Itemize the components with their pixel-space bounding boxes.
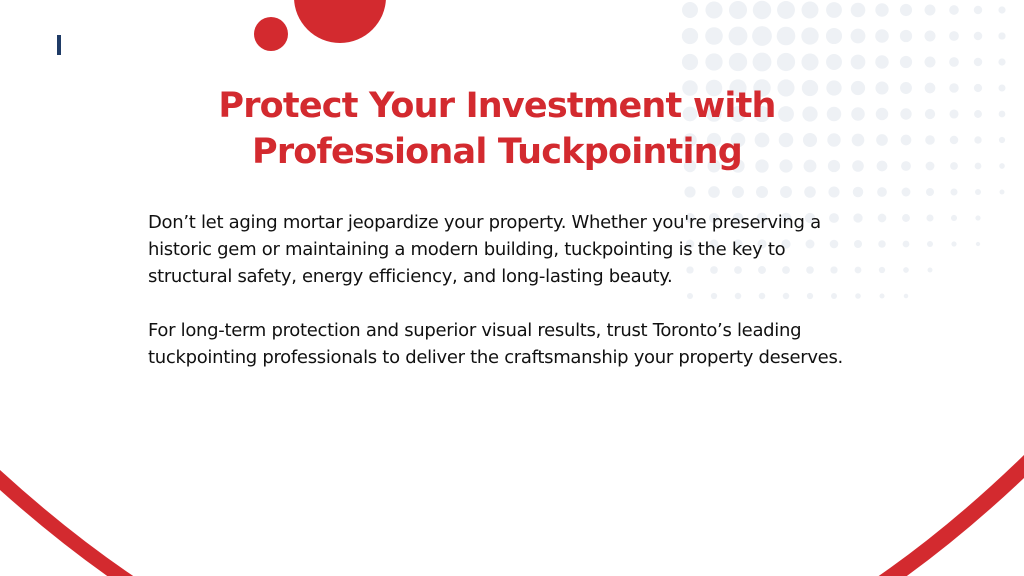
pattern-dot bbox=[901, 135, 912, 146]
pattern-dot bbox=[852, 160, 864, 172]
pattern-dot bbox=[875, 55, 888, 68]
pattern-dot bbox=[975, 163, 982, 170]
pattern-dot bbox=[949, 109, 958, 118]
pattern-dot bbox=[732, 186, 744, 198]
pattern-dot bbox=[826, 54, 842, 70]
pattern-dot bbox=[925, 5, 936, 16]
pattern-dot bbox=[875, 81, 888, 94]
page-title: Protect Your Investment with Professional Tuckpointing bbox=[218, 86, 776, 172]
pattern-dot bbox=[705, 1, 722, 18]
pattern-dot bbox=[705, 53, 722, 70]
pattern-dot bbox=[902, 188, 911, 197]
pattern-dot bbox=[729, 53, 747, 71]
pattern-dot bbox=[949, 5, 959, 15]
pattern-dot bbox=[684, 186, 695, 197]
pattern-dot bbox=[1000, 190, 1005, 195]
pattern-dot bbox=[974, 110, 982, 118]
pattern-dot bbox=[777, 27, 796, 46]
pattern-dot bbox=[925, 109, 935, 119]
pattern-dot bbox=[682, 2, 698, 18]
pattern-dot bbox=[828, 186, 839, 197]
pattern-dot bbox=[853, 187, 863, 197]
pattern-dot bbox=[875, 29, 889, 43]
pattern-dot bbox=[974, 58, 982, 66]
pattern-dot bbox=[851, 55, 866, 70]
paragraph-2: For long-term protection and superior visual results, trust Toronto’s leading tuckpointing professionals to deliver the craftsmanship your property deserves. bbox=[148, 320, 843, 368]
pattern-dot bbox=[801, 27, 818, 44]
pattern-dot bbox=[729, 1, 747, 19]
bottom-arc bbox=[0, 455, 1024, 576]
pattern-dot bbox=[926, 162, 935, 171]
pattern-dot bbox=[950, 188, 957, 195]
pattern-dot bbox=[949, 83, 958, 92]
pattern-dot bbox=[950, 136, 959, 145]
pattern-dot bbox=[975, 215, 980, 220]
pattern-dot bbox=[729, 27, 748, 46]
pattern-dot bbox=[879, 267, 885, 273]
pattern-dot bbox=[925, 135, 935, 145]
pattern-dot bbox=[801, 53, 818, 70]
pattern-dot bbox=[926, 214, 933, 221]
pattern-dot bbox=[903, 267, 909, 273]
pattern-dot bbox=[708, 186, 720, 198]
pattern-dot bbox=[877, 187, 887, 197]
pattern-dot bbox=[875, 3, 888, 16]
pattern-dot bbox=[925, 57, 936, 68]
pattern-dot bbox=[975, 189, 981, 195]
pattern-dot bbox=[925, 83, 936, 94]
pattern-dot bbox=[998, 58, 1005, 65]
pattern-dot bbox=[901, 161, 911, 171]
pattern-dot bbox=[705, 27, 723, 45]
pattern-dot bbox=[951, 215, 957, 221]
pattern-dot bbox=[974, 32, 983, 41]
pattern-dot bbox=[998, 32, 1005, 39]
pattern-dot bbox=[904, 294, 908, 298]
pattern-dot bbox=[780, 186, 792, 198]
pattern-dot bbox=[951, 241, 956, 246]
pattern-dot bbox=[777, 53, 795, 71]
pattern-dot bbox=[998, 84, 1005, 91]
pattern-dot bbox=[753, 1, 771, 19]
pattern-dot bbox=[900, 4, 912, 16]
pattern-dot bbox=[682, 54, 698, 70]
pattern-dot bbox=[682, 28, 698, 44]
pattern-dot bbox=[826, 2, 842, 18]
bottom-arc-inner bbox=[0, 478, 1024, 576]
pattern-dot bbox=[924, 30, 935, 41]
brand-mark bbox=[57, 35, 61, 55]
pattern-dot bbox=[900, 30, 912, 42]
pattern-dot bbox=[879, 293, 884, 298]
paragraph-1: Don’t let aging mortar jeopardize your property. Whether you're preserving a historic gem or maintaining a modern building, tuckpointing is the key to structural safety, energy efficiency, and long-lasting beauty. bbox=[148, 212, 821, 287]
pattern-dot bbox=[777, 1, 795, 19]
pattern-dot bbox=[851, 3, 866, 18]
pattern-dot bbox=[949, 31, 959, 41]
pattern-dot bbox=[974, 6, 982, 14]
pattern-dot bbox=[851, 29, 866, 44]
pattern-dot bbox=[876, 134, 888, 146]
pattern-dot bbox=[902, 214, 910, 222]
pattern-dot bbox=[976, 242, 980, 246]
pattern-dot bbox=[804, 186, 816, 198]
pattern-dot bbox=[877, 161, 888, 172]
pattern-dot bbox=[927, 241, 933, 247]
pattern-dot bbox=[851, 107, 865, 121]
pattern-dot bbox=[756, 186, 768, 198]
large-circle bbox=[294, 0, 386, 43]
pattern-dot bbox=[878, 240, 885, 247]
pattern-dot bbox=[974, 136, 981, 143]
pattern-dot bbox=[852, 134, 865, 147]
pattern-dot bbox=[876, 108, 888, 120]
pattern-dot bbox=[998, 6, 1005, 13]
pattern-dot bbox=[974, 84, 982, 92]
pattern-dot bbox=[999, 163, 1005, 169]
pattern-dot bbox=[753, 53, 772, 72]
pattern-dot bbox=[928, 268, 933, 273]
pattern-dot bbox=[851, 81, 865, 95]
pattern-dot bbox=[802, 2, 819, 19]
pattern-dot bbox=[903, 241, 910, 248]
pattern-dot bbox=[950, 162, 958, 170]
pattern-dot bbox=[926, 188, 934, 196]
pattern-dot bbox=[999, 111, 1006, 118]
pattern-dot bbox=[826, 28, 842, 44]
pattern-dot bbox=[878, 214, 887, 223]
pattern-dot bbox=[900, 82, 912, 94]
small-circle bbox=[254, 17, 288, 51]
pattern-dot bbox=[900, 108, 911, 119]
body-text bbox=[148, 209, 868, 398]
pattern-dot bbox=[949, 57, 959, 67]
pattern-dot bbox=[900, 56, 912, 68]
pattern-dot bbox=[752, 26, 772, 46]
pattern-dot bbox=[999, 137, 1005, 143]
